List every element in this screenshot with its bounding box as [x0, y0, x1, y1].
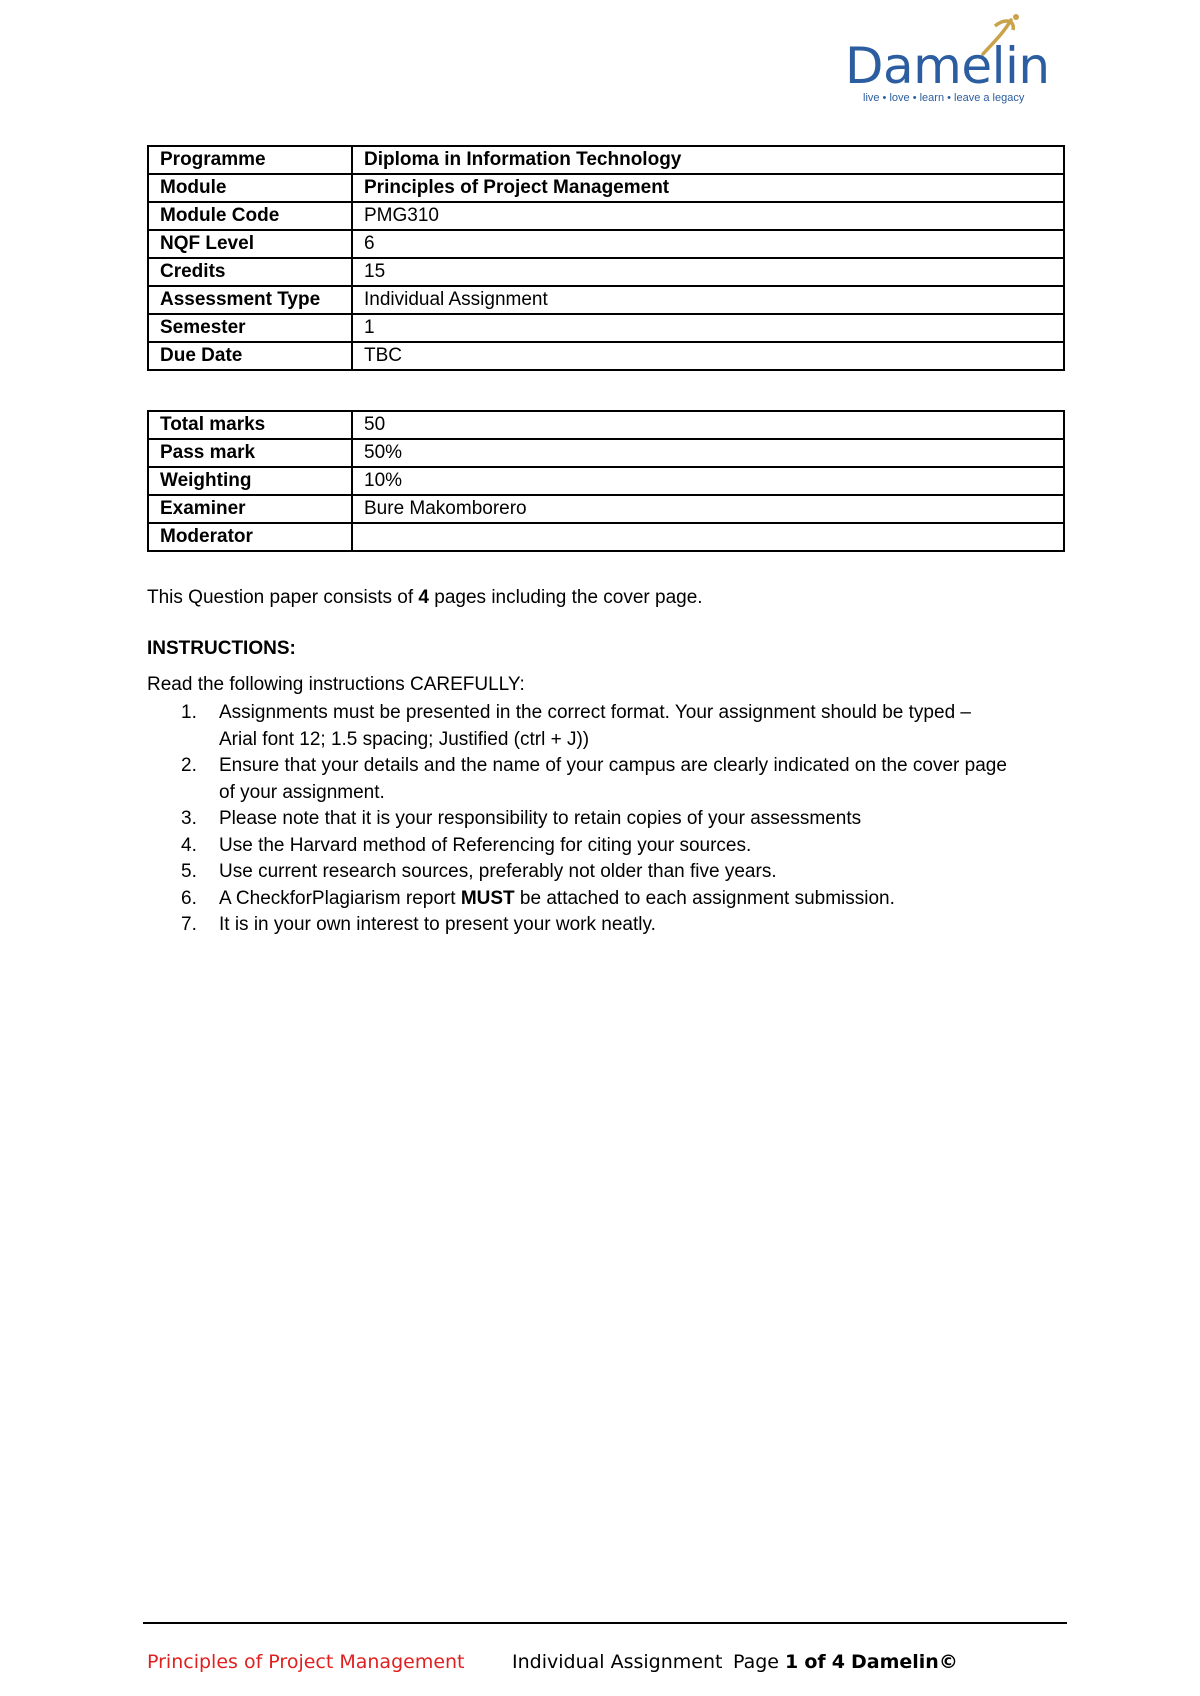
footer-of-label: of	[804, 1651, 826, 1673]
instruction-text: Use current research sources, preferably not older than five years.	[219, 861, 777, 882]
instruction-item	[147, 886, 1067, 913]
table-row	[148, 174, 1064, 202]
instruction-text: Assignments must be presented in the correct format. Your assignment should be typed –	[219, 702, 971, 723]
table-row	[148, 258, 1064, 286]
row-value: 50%	[352, 439, 1064, 467]
row-label: Due Date	[148, 342, 352, 370]
row-label: Pass mark	[148, 439, 352, 467]
instruction-number: 6.	[181, 887, 197, 909]
instruction-item	[147, 912, 1067, 939]
row-value: Individual Assignment	[352, 286, 1064, 314]
instruction-text-bold: MUST	[460, 887, 515, 909]
row-value	[352, 523, 1064, 551]
table-row	[148, 411, 1064, 439]
table-row	[148, 523, 1064, 551]
instruction-number: 1.	[181, 702, 197, 723]
row-value: Bure Makomborero	[352, 495, 1064, 523]
row-value: Diploma in Information Technology	[352, 146, 1064, 174]
row-value: 6	[352, 230, 1064, 258]
instruction-text: It is in your own interest to present your work neatly.	[219, 914, 656, 935]
row-value: PMG310	[352, 202, 1064, 230]
row-value: 1	[352, 314, 1064, 342]
logo-text	[845, 38, 1085, 104]
table-row	[148, 495, 1064, 523]
instruction-text-after: be attached to each assignment submission.	[514, 887, 895, 909]
cover-note-pages: 4	[418, 587, 429, 608]
row-label: Weighting	[148, 467, 352, 495]
row-value: TBC	[352, 342, 1064, 370]
instruction-number: 7.	[181, 914, 197, 935]
table-row	[148, 314, 1064, 342]
row-label: Programme	[148, 146, 352, 174]
footer-assessment-type: Individual Assignment	[512, 1651, 723, 1673]
instruction-number: 2.	[181, 755, 197, 776]
table-row	[148, 439, 1064, 467]
instruction-number: 3.	[181, 808, 197, 829]
row-label: Total marks	[148, 411, 352, 439]
footer-page-total: 4	[831, 1651, 845, 1673]
row-label: Module	[148, 174, 352, 202]
footer-page-info	[733, 1651, 958, 1673]
row-label: Moderator	[148, 523, 352, 551]
row-label: Examiner	[148, 495, 352, 523]
instruction-item	[147, 859, 1067, 886]
instructions-heading: INSTRUCTIONS:	[147, 638, 296, 659]
table-row	[148, 342, 1064, 370]
instruction-number: 4.	[181, 834, 197, 856]
footer-module-name: Principles of Project Management	[147, 1651, 465, 1673]
instruction-item	[147, 700, 1067, 753]
row-label: Module Code	[148, 202, 352, 230]
footer-copyright: Damelin©	[850, 1651, 958, 1673]
table-row	[148, 467, 1064, 495]
cover-note-text-end: pages including the cover page.	[429, 587, 703, 608]
instruction-item	[147, 833, 1067, 860]
row-value: 15	[352, 258, 1064, 286]
logo-brand: Damelin	[845, 37, 1050, 95]
logo-tagline: live • love • learn • leave a legacy	[863, 92, 1025, 104]
table-row	[148, 230, 1064, 258]
row-value: Principles of Project Management	[352, 174, 1064, 202]
row-value: 10%	[352, 467, 1064, 495]
row-label: NQF Level	[148, 230, 352, 258]
instruction-text-before: A CheckforPlagiarism report	[219, 887, 461, 909]
instructions-list	[147, 700, 1067, 939]
table-row	[148, 202, 1064, 230]
footer-divider	[143, 1622, 1067, 1624]
instruction-item	[147, 753, 1067, 806]
instruction-text: Use the Harvard method of Referencing for citing your sources.	[219, 834, 752, 856]
footer-page-number: 1	[785, 1651, 799, 1673]
instruction-text: Ensure that your details and the name of your campus are clearly indicated on the cover page	[219, 755, 1007, 776]
row-value: 50	[352, 411, 1064, 439]
module-info-table	[147, 145, 1065, 371]
instruction-text: Please note that it is your responsibility to retain copies of your assessments	[219, 808, 862, 829]
instruction-text-continued: Arial font 12; 1.5 spacing; Justified (ctrl + J))	[219, 728, 590, 750]
marks-info-table	[147, 410, 1065, 552]
instructions-intro: Read the following instructions CAREFULLY:	[147, 674, 525, 695]
row-label: Semester	[148, 314, 352, 342]
row-label: Assessment Type	[148, 286, 352, 314]
table-row	[148, 146, 1064, 174]
instruction-number: 5.	[181, 861, 197, 882]
table-row	[148, 286, 1064, 314]
instruction-item	[147, 806, 1067, 833]
row-label: Credits	[148, 258, 352, 286]
cover-note-text: This Question paper consists of	[147, 587, 419, 608]
footer-page-label: Page	[733, 1651, 779, 1673]
instruction-text-continued: of your assignment.	[219, 781, 385, 803]
cover-note	[147, 587, 703, 609]
